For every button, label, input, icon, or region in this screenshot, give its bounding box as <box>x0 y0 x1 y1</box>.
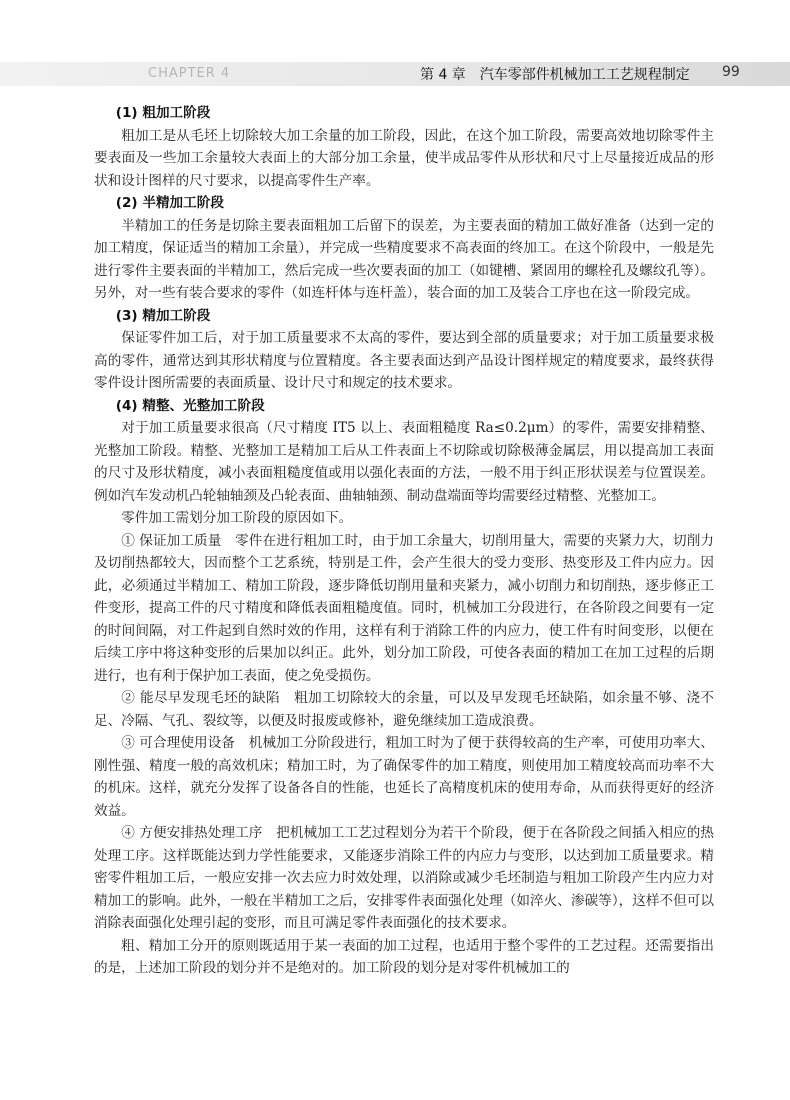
paragraph: ② 能尽早发现毛坯的缺陷 粗加工切除较大的余量，可以及早发现毛坯缺陷，如余量不够、浇不足、冷隔、气孔、裂纹等，以便及时报废或修补，避免继续加工造成浪费。 <box>94 690 714 729</box>
page-number: 99 <box>722 64 740 80</box>
chapter-title: 第 4 章 汽车零部件机械加工工艺规程制定 <box>420 67 690 83</box>
paragraph: ④ 方便安排热处理工序 把机械加工工艺过程划分为若干个阶段，便于在各阶段之间插入相应的热处理工序。这样既能达到力学性能要求，又能逐步消除工件的内应力与变形，以达到加工质量要求。精密零件粗加工后，一般应安排一次去应力时效处理，以消除或减少毛坯制造与粗加工阶段产生内应力对精加工的影响。此外，一般在半精加工之后，安排零件表面强化处理（如淬火、渗碳等），这样不但可以消除表面强化处理引起的变形，而且可满足零件表面强化的技术要求。 <box>94 825 714 931</box>
chapter-label: CHAPTER 4 <box>148 66 231 81</box>
paragraph: 半精加工的任务是切除主要表面粗加工后留下的误差，为主要表面的精加工做好准备（达到一定的加工精度，保证适当的精加工余量），并完成一些精度要求不高表面的终加工。在这个阶段中，一般是先进行零件主要表面的半精加工，然后完成一些次要表面的加工（如键槽、紧固用的螺栓孔及螺纹孔等）。另外，对一些有装合要求的零件（如连杆体与连杆盖），装合面的加工及装合工序也在这一阶段完成。 <box>94 217 714 301</box>
page-body <box>94 102 714 980</box>
paragraph: 粗加工是从毛坯上切除较大加工余量的加工阶段，因此，在这个加工阶段，需要高效地切除零件主要表面及一些加工余量较大表面上的大部分加工余量，使半成品零件从形状和尺寸上尽量接近成品的形状和设计图样的尺寸要求，以提高零件生产率。 <box>94 127 714 189</box>
section-heading-precision-finishing: (4) 精整、光整加工阶段 <box>115 397 265 414</box>
paragraph: 保证零件加工后，对于加工质量要求不太高的零件，要达到全部的质量要求；对于加工质量要求极高的零件，通常达到其形状精度与位置精度。各主要表面达到产品设计图样规定的精度要求，最终获得零件设计图所需要的表面质量、设计尺寸和规定的技术要求。 <box>94 330 714 391</box>
paragraph: ① 保证加工质量 零件在进行粗加工时，由于加工余量大，切削用量大，需要的夹紧力大，切削力及切削热都较大，因而整个工艺系统，特别是工件，会产生很大的受力变形、热变形及工件内应力。因此，必须通过半精加工、精加工阶段，逐步降低切削用量和夹紧力，减小切削力和切削热，逐步修正工件变形，提高工件的尺寸精度和降低表面粗糙度值。同时，机械加工分段进行，在各阶段之间要有一定的时间间隔，对工件起到自然时效的作用，这样有利于消除工件的内应力，使工件有时间变形，以便在后续工序中将这种变形的后果加以纠正。此外，划分加工阶段，可使各表面的精加工在加工过程的后期进行，也有利于保护加工表面，使之免受损伤。 <box>94 532 714 684</box>
paragraph: 对于加工质量要求很高（尺寸精度 IT5 以上、表面粗糙度 Ra≤0.2μm）的零件，需要安排精整、光整加工阶段。精整、光整加工是精加工后从工件表面上不切除或切除极薄金属层，用以提高加工表面的尺寸及形状精度，减小表面粗糙度值或用以强化表面的方法，一般不用于纠正形状误差与位置误差。例如汽车发动机凸轮轴轴颈及凸轮表面、曲轴轴颈、制动盘端面等均需要经过精整、光整加工。 <box>94 420 714 504</box>
paragraph: 粗、精加工分开的原则既适用于某一表面的加工过程，也适用于整个零件的工艺过程。还需要指出的是，上述加工阶段的划分并不是绝对的。加工阶段的划分是对零件机械加工的 <box>94 937 714 976</box>
section-heading-rough-machining: (1) 粗加工阶段 <box>115 105 211 121</box>
section-heading-semi-finishing: (2) 半精加工阶段 <box>115 195 224 211</box>
section-heading-finishing: (3) 精加工阶段 <box>115 307 211 324</box>
paragraph: ③ 可合理使用设备 机械加工分阶段进行，粗加工时为了便于获得较高的生产率，可使用功率大、刚性强、精度一般的高效机床；精加工时，为了确保零件的加工精度，则使用加工精度较高而功率不大的机床。这样，就充分发挥了设备各自的性能，也延长了高精度机床的使用寿命，从而获得更好的经济效益。 <box>94 735 714 819</box>
paragraph: 零件加工需划分加工阶段的原因如下。 <box>121 510 353 526</box>
